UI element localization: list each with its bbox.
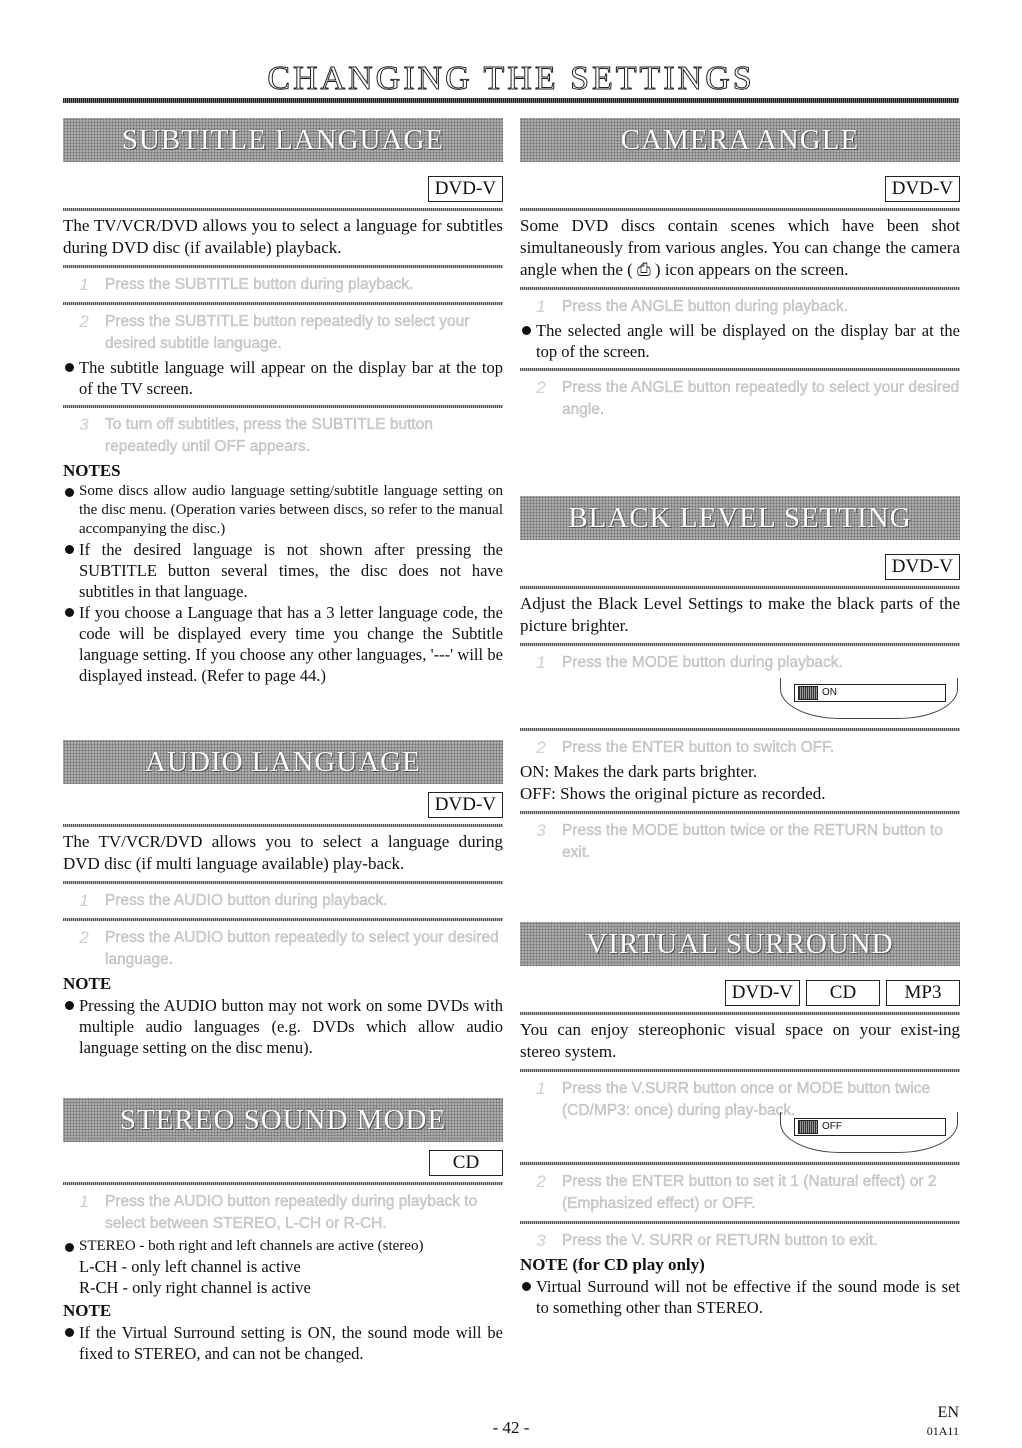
mp3-badge: MP3 bbox=[886, 980, 960, 1006]
virtual-surround-intro: You can enjoy stereophonic visual space on your exist-ing stereo system. bbox=[520, 1020, 960, 1061]
stereo-note-1: If the Virtual Surround setting is ON, the sound mode will be fixed to STEREO, and can not be changed. bbox=[63, 1322, 503, 1364]
divider bbox=[520, 1069, 960, 1072]
dvd-v-badge: DVD-V bbox=[428, 792, 503, 818]
black-level-intro: Adjust the Black Level Settings to make the black parts of the picture brighter. bbox=[520, 594, 960, 635]
stereo-badges bbox=[63, 1150, 503, 1176]
subtitle-section bbox=[63, 118, 503, 686]
display-bar-illustration bbox=[780, 1112, 956, 1156]
black-level-step-2: 2 Press the ENTER button to switch OFF. bbox=[536, 738, 835, 757]
virtual-surround-section bbox=[520, 922, 960, 1318]
black-level-badges bbox=[520, 554, 960, 580]
camera-badges bbox=[520, 176, 960, 202]
divider bbox=[520, 643, 960, 646]
cd-badge: CD bbox=[429, 1150, 503, 1176]
divider bbox=[520, 728, 960, 731]
divider bbox=[63, 824, 503, 827]
divider bbox=[63, 918, 503, 921]
stereo-section bbox=[63, 1098, 503, 1364]
divider bbox=[520, 1221, 960, 1224]
subtitle-banner: SUBTITLE LANGUAGE bbox=[63, 118, 503, 162]
camera-section bbox=[520, 118, 960, 423]
audio-note-1: Pressing the AUDIO button may not work on some DVDs with multiple audio languages (e.g. DVDs which allow audio language setting on the disc menu). bbox=[63, 995, 503, 1058]
audio-banner: AUDIO LANGUAGE bbox=[63, 740, 503, 784]
subtitle-note-1: Some discs allow audio language setting/subtitle language setting on the disc menu. (Operation varies between discs, so refer to the manual accompanying the disc.) bbox=[63, 482, 503, 539]
divider bbox=[63, 881, 503, 884]
stereo-step-1: 1 Press the AUDIO button repeatedly during playback to select between STEREO, L-CH or R-CH. bbox=[79, 1192, 478, 1232]
divider bbox=[520, 208, 960, 211]
dvd-v-badge: DVD-V bbox=[885, 554, 960, 580]
subtitle-step-3: 3 To turn off subtitles, press the SUBTITLE button repeatedly until OFF appears. bbox=[79, 415, 433, 455]
cd-badge: CD bbox=[806, 980, 880, 1006]
virtual-surround-banner: VIRTUAL SURROUND bbox=[520, 922, 960, 966]
document-code: 01A11 bbox=[926, 1424, 959, 1438]
divider bbox=[63, 208, 503, 211]
divider bbox=[63, 265, 503, 268]
divider bbox=[63, 302, 503, 305]
stereo-banner: STEREO SOUND MODE bbox=[63, 1098, 503, 1142]
divider bbox=[520, 368, 960, 371]
dvd-v-badge: DVD-V bbox=[428, 176, 503, 202]
dvd-v-badge: DVD-V bbox=[725, 980, 800, 1006]
camera-step-2: 2 Press the ANGLE button repeatedly to select your desired angle. bbox=[536, 378, 960, 418]
stereo-lch: L-CH - only left channel is active bbox=[79, 1257, 301, 1276]
audio-badges bbox=[63, 792, 503, 818]
dvd-v-badge: DVD-V bbox=[885, 176, 960, 202]
divider bbox=[520, 287, 960, 290]
divider bbox=[520, 1162, 960, 1165]
black-level-step-1: 1 Press the MODE button during playback. bbox=[536, 653, 843, 672]
divider bbox=[520, 811, 960, 814]
black-level-banner: BLACK LEVEL SETTING bbox=[520, 496, 960, 540]
subtitle-step-2: 2 Press the SUBTITLE button repeatedly to select your desired subtitle language. bbox=[79, 312, 470, 352]
stereo-note-heading: NOTE bbox=[63, 1301, 112, 1320]
divider bbox=[520, 586, 960, 589]
virtual-surround-step-1: 1 Press the V.SURR button once or MODE button twice (CD/MP3: once) during play-back. bbox=[536, 1079, 931, 1119]
display-value: OFF bbox=[822, 1121, 842, 1132]
on-description: ON: Makes the dark parts brighter. bbox=[520, 762, 757, 781]
audio-step-1: 1 Press the AUDIO button during playback. bbox=[79, 891, 388, 910]
footer-code bbox=[927, 1404, 959, 1440]
camera-bullet-1: The selected angle will be displayed on the display bar at the top of the screen. bbox=[520, 320, 960, 362]
audio-note-heading: NOTE bbox=[63, 974, 112, 993]
title-rule bbox=[63, 98, 959, 103]
virtual-surround-step-3: 3 Press the V. SURR or RETURN button to exit. bbox=[536, 1231, 878, 1250]
subtitle-bullet-1: The subtitle language will appear on the display bar at the top of the TV screen. bbox=[63, 357, 503, 399]
audio-intro: The TV/VCR/DVD allows you to select a language during DVD disc (if multi language available) play-back. bbox=[63, 832, 503, 873]
virtual-surround-badges bbox=[520, 980, 960, 1006]
virtual-surround-note-1: Virtual Surround will not be effective if the sound mode is set to something other than STEREO. bbox=[520, 1276, 960, 1318]
audio-step-2: 2 Press the AUDIO button repeatedly to select your desired language. bbox=[79, 928, 499, 968]
stereo-rch: R-CH - only right channel is active bbox=[79, 1278, 311, 1297]
off-description: OFF: Shows the original picture as recorded. bbox=[520, 784, 826, 803]
subtitle-note-2: If the desired language is not shown after pressing the SUBTITLE button several times, the disc does not have subtitles in that language. bbox=[63, 539, 503, 602]
camera-intro: Some DVD discs contain scenes which have been shot simultaneously from various angles. You can change the camera angle when the ( ⎙ ) icon appears on the screen. bbox=[520, 216, 960, 279]
subtitle-note-3: If you choose a Language that has a 3 letter language code, the code will be displayed every time you change the Subtitle language setting. If you choose any other languages, '---' will be displayed instead. (Refer to page 44.) bbox=[63, 602, 503, 686]
subtitle-badges bbox=[63, 176, 503, 202]
virtual-surround-step-2: 2 Press the ENTER button to set it 1 (Natural effect) or 2 (Emphasized effect) or OFF. bbox=[536, 1172, 937, 1212]
black-level-section bbox=[520, 496, 960, 866]
notes-heading: NOTES bbox=[63, 461, 121, 480]
display-value: ON bbox=[822, 687, 837, 698]
camera-banner: CAMERA ANGLE bbox=[520, 118, 960, 162]
virtual-surround-note-heading: NOTE (for CD play only) bbox=[520, 1255, 705, 1274]
audio-section bbox=[63, 740, 503, 1058]
subtitle-step-1: 1 Press the SUBTITLE button during playback. bbox=[79, 275, 414, 294]
divider bbox=[520, 1012, 960, 1015]
divider bbox=[63, 405, 503, 408]
subtitle-intro: The TV/VCR/DVD allows you to select a language for subtitles during DVD disc (if available) playback. bbox=[63, 216, 503, 257]
divider bbox=[63, 1182, 503, 1185]
black-level-icon bbox=[798, 686, 818, 700]
stereo-bullet-1: STEREO - both right and left channels are active (stereo) bbox=[63, 1237, 503, 1256]
black-level-step-3: 3 Press the MODE button twice or the RETURN button to exit. bbox=[536, 821, 943, 861]
page-title: CHANGING THE SETTINGS bbox=[267, 60, 755, 97]
surround-icon bbox=[798, 1120, 818, 1134]
display-bar-illustration bbox=[780, 678, 956, 722]
page-number: - 42 - bbox=[492, 1418, 530, 1437]
camera-step-1: 1 Press the ANGLE button during playback. bbox=[536, 297, 849, 316]
language-code: EN bbox=[937, 1404, 959, 1421]
